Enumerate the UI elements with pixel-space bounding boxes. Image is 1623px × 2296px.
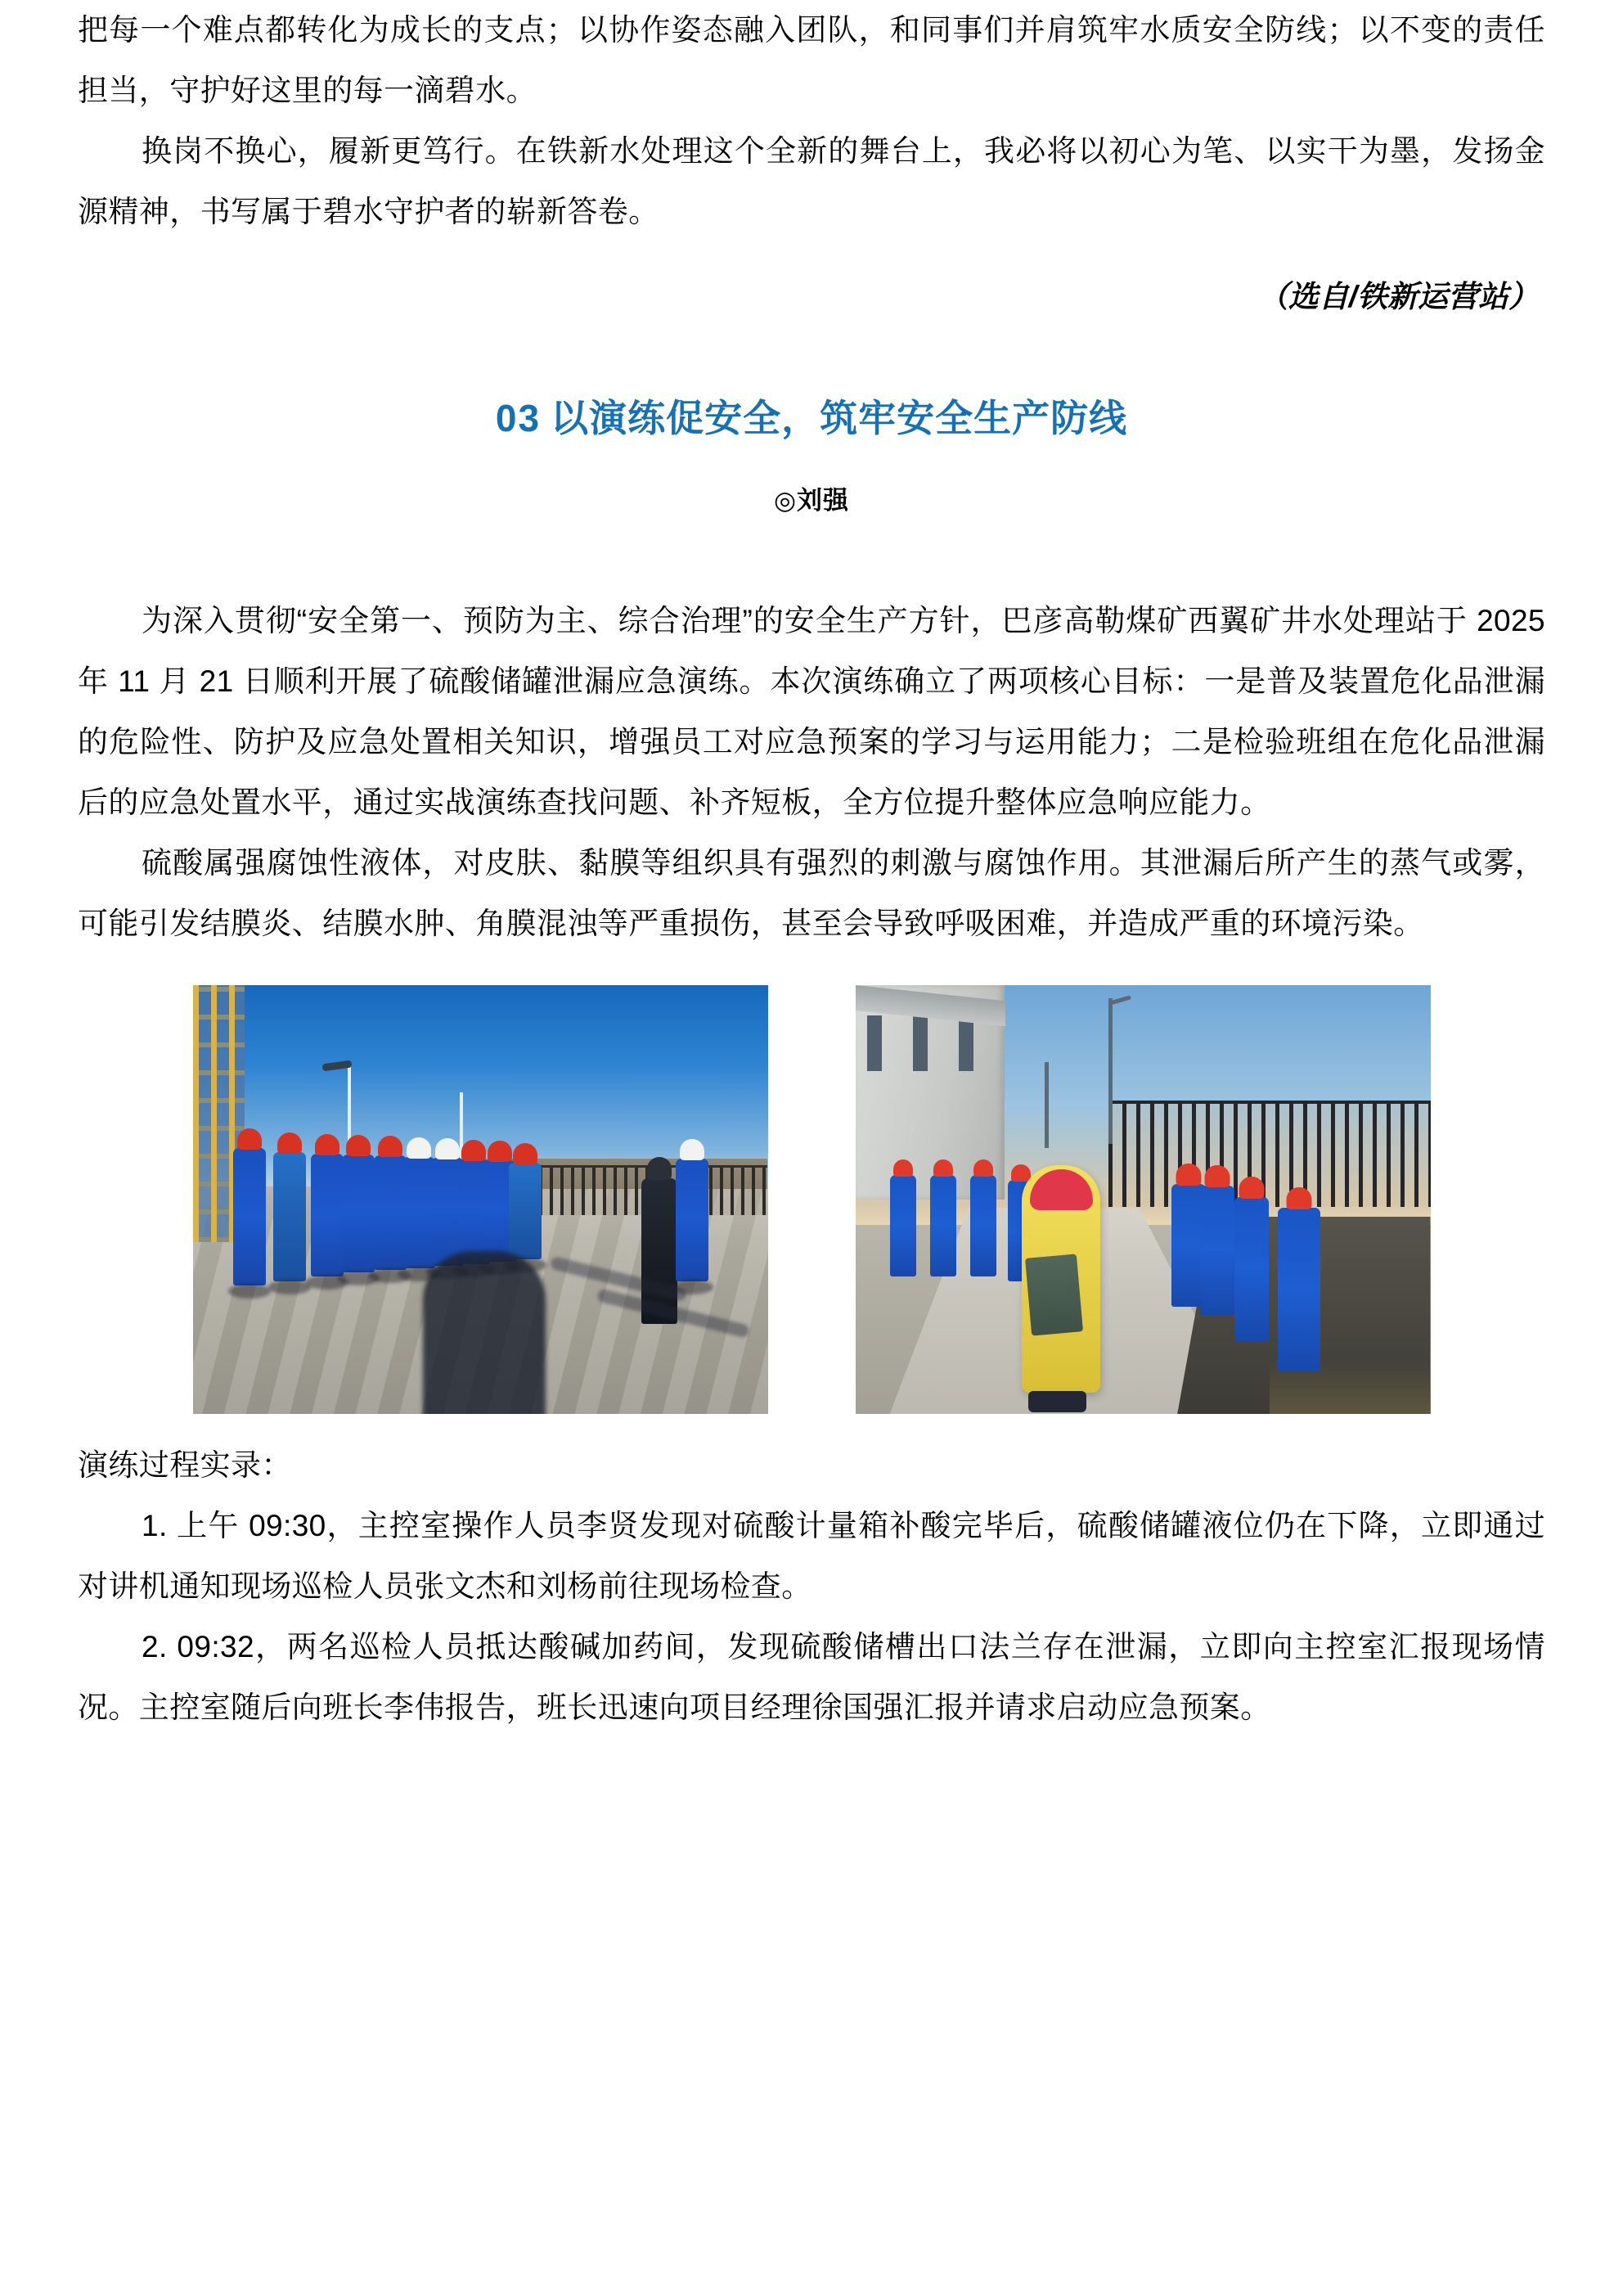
record-item-2: 2. 09:32，两名巡检人员抵达酸碱加药间，发现硫酸储槽出口法兰存在泄漏，立即向主控室汇报现场情况。主控室随后向班长李伟报告，班长迅速向项目经理徐国强汇报并请求启动应急预案。 — [78, 1630, 1545, 1724]
worker-figure — [374, 1155, 407, 1270]
boots — [1028, 1391, 1086, 1412]
photo-row — [78, 972, 1545, 1427]
worker-figure — [273, 1152, 306, 1281]
section-heading — [78, 391, 1545, 445]
worker-figure — [970, 1175, 996, 1276]
worker-figure — [233, 1148, 266, 1285]
worker-figure — [890, 1175, 916, 1276]
continuation-paragraph-1: 把每一个难点都转化为成长的支点；以协作姿态融入团队，和同事们并肩筑牢水质安全防线；以不变的责任担当，守护好这里的每一滴碧水。 — [78, 13, 1545, 107]
light-pole — [1108, 998, 1113, 1144]
worker-figure — [509, 1163, 542, 1259]
perimeter-fence — [1108, 1101, 1431, 1207]
worker-figure — [1234, 1197, 1269, 1341]
worker-figure — [1278, 1208, 1320, 1371]
section-title: 以演练促安全，筑牢安全生产防线 — [551, 397, 1128, 439]
body-paragraph-1: 为深入贯彻“安全第一、预防为主、综合治理”的安全生产方针，巴彦高勒煤矿西翼矿井水处理站于 2025 年 11 月 21 日顺利开展了硫酸储罐泄漏应急演练。本次演练确立了两项核心目标：一是普及装置危化品泄漏的危险性、防护及应急处置相关知识，增强员工对应急预案的学习与运用能力；二是检验班组在危化品泄漏后的应急处置水平，通过实战演练查找问题、补齐短板，全方位提升整体应急响应能力。 — [78, 604, 1545, 819]
heading-spacer — [78, 520, 1545, 591]
hazmat-demo-photo — [856, 985, 1431, 1414]
drill-assembly-photo — [193, 985, 768, 1414]
hazmat-suit-worker — [1022, 1165, 1100, 1393]
article-byline: ◎刘强 — [773, 486, 850, 515]
worker-figure — [402, 1157, 435, 1268]
equipment-bag — [1025, 1254, 1083, 1335]
worker-figure — [676, 1159, 708, 1281]
worker-figure — [1200, 1186, 1234, 1315]
photographer-shadow — [423, 1251, 546, 1414]
record-label: 演练过程实录： — [78, 1448, 292, 1482]
worker-figure — [342, 1155, 375, 1272]
light-pole — [1045, 1062, 1049, 1148]
body-paragraph-2: 硫酸属强腐蚀性液体，对皮肤、黏膜等组织具有强烈的刺激与腐蚀作用。其泄漏后所产生的蒸气或雾，可能引发结膜炎、结膜水肿、角膜混浊等严重损伤，甚至会导致呼吸困难，并造成严重的环境污染。 — [78, 846, 1545, 940]
record-item-1: 1. 上午 09:30，主控室操作人员李贤发现对硫酸计量箱补酸完毕后，硫酸储罐液位仍在下降，立即通过对讲机通知现场巡检人员张文杰和刘杨前往现场检查。 — [78, 1509, 1545, 1603]
continuation-paragraph-2: 换岗不换心，履新更笃行。在铁新水处理这个全新的舞台上，我必将以初心为笔、以实干为墨，发扬金源精神，书写属于碧水守护者的崭新答卷。 — [78, 134, 1545, 228]
source-attribution: （选自/铁新运营站） — [1257, 280, 1539, 313]
section-number: 03 — [495, 397, 542, 439]
worker-figure — [311, 1154, 344, 1276]
drill-record-block — [78, 1435, 1545, 1738]
worker-figure — [930, 1175, 956, 1276]
